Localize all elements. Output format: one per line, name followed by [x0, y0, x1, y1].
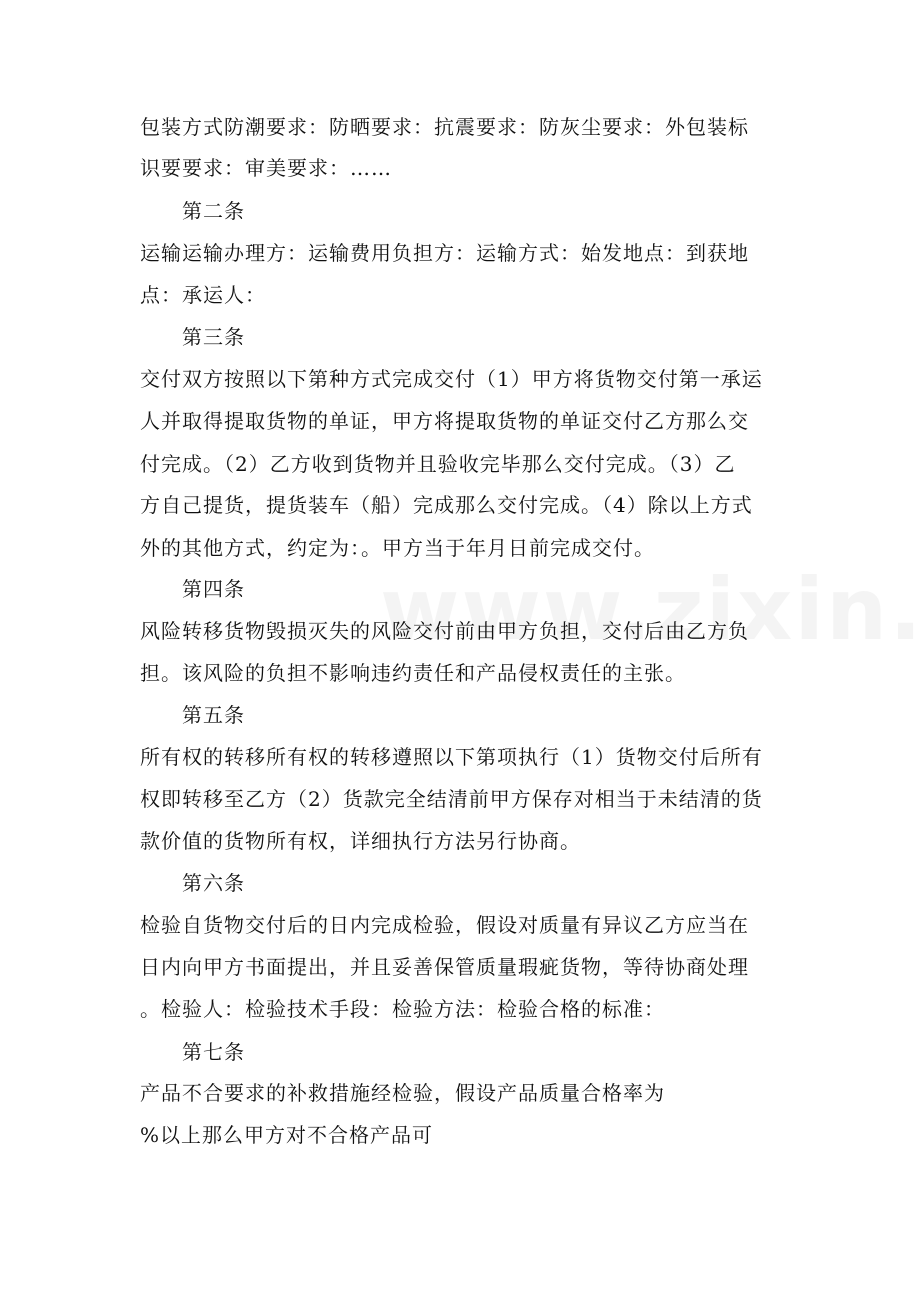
text-line: 风险转移货物毁损灭失的风险交付前由甲方负担，交付后由乙方负: [140, 619, 749, 643]
text-line: 日内向甲方书面提出，并且妥善保管质量瑕疵货物，等待协商处理: [140, 955, 749, 979]
article-heading: 第二条: [182, 199, 245, 223]
article-heading: 第七条: [182, 1040, 245, 1064]
text-line: 。检验人：检验技术手段：检验方法：检验合格的标准：: [140, 997, 665, 1021]
watermark: [380, 560, 920, 660]
text-line: 运输运输办理方：运输费用负担方：运输方式：始发地点：到获地: [140, 241, 749, 265]
text-line: 点：承运人：: [140, 283, 266, 307]
article-heading: 第四条: [182, 577, 245, 601]
text-line: 检验自货物交付后的日内完成检验，假设对质量有异议乙方应当在: [140, 913, 749, 937]
text-line: 权即转移至乙方（2）货款完全结清前甲方保存对相当于未结清的货: [140, 787, 763, 811]
text-line: %以上那么甲方对不合格产品可: [140, 1123, 434, 1147]
text-line: 方自己提货，提货装车（船）完成那么交付完成。（4）除以上方式: [140, 493, 753, 517]
text-line: 识要要求：审美要求：……: [140, 156, 392, 180]
article-heading: 第六条: [182, 871, 245, 895]
text-line: 款价值的货物所有权，详细执行方法另行协商。: [140, 829, 581, 853]
article-heading: 第五条: [182, 703, 245, 727]
text-line: 外的其他方式，约定为：。甲方当于年月日前完成交付。: [140, 536, 655, 560]
text-line: 产品不合要求的补救措施经检验，假设产品质量合格率为: [140, 1081, 665, 1105]
article-heading: 第三条: [182, 325, 245, 349]
text-line: 人并取得提取货物的单证，甲方将提取货物的单证交付乙方那么交: [140, 409, 749, 433]
text-line: 担。该风险的负担不影响违约责任和产品侵权责任的主张。: [140, 661, 686, 685]
text-line: 付完成。（2）乙方收到货物并且验收完毕那么交付完成。（3）乙: [140, 452, 736, 476]
text-line: 包装方式防潮要求：防晒要求：抗震要求：防灰尘要求：外包装标: [140, 115, 749, 139]
text-line: 交付双方按照以下第种方式完成交付（1）甲方将货物交付第一承运: [140, 367, 763, 391]
text-line: 所有权的转移所有权的转移遵照以下第项执行（1）货物交付后所有: [140, 745, 763, 769]
